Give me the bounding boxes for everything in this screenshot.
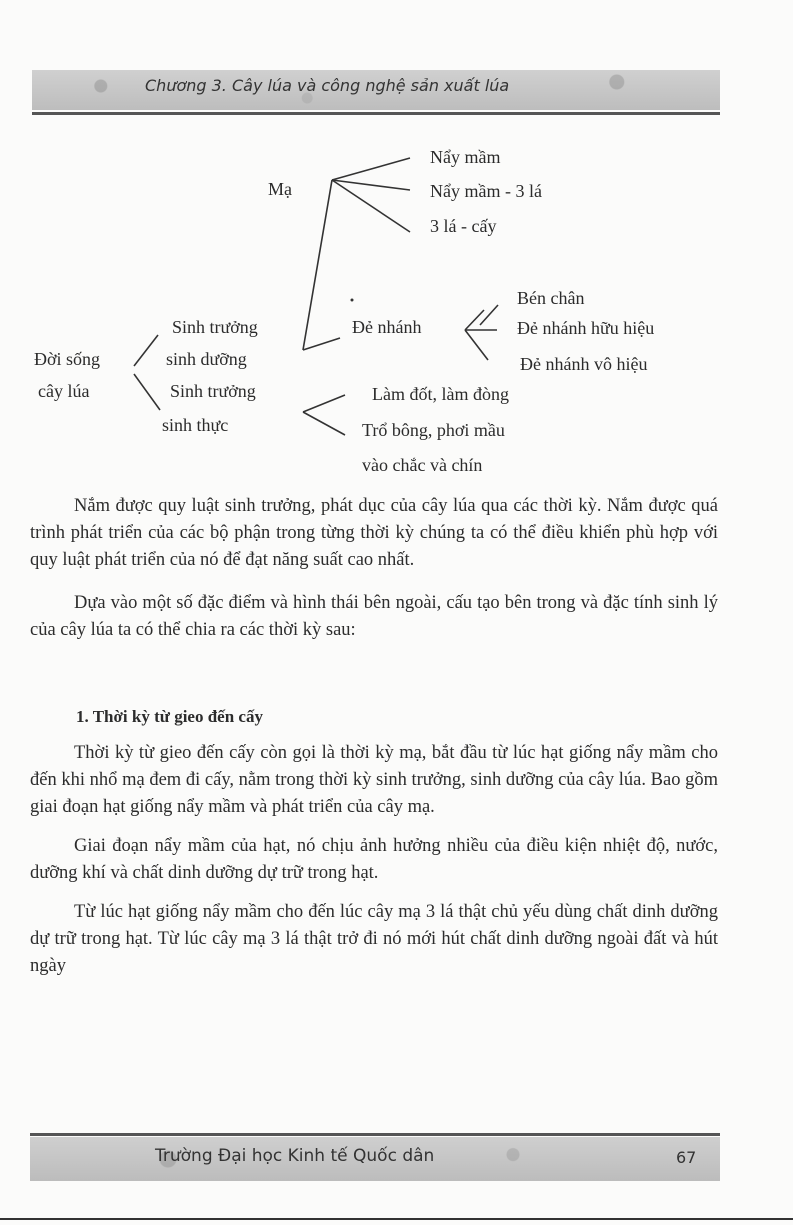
label-tro-bong: Trổ bông, phơi mầu bbox=[362, 420, 505, 440]
paragraph: Nắm được quy luật sinh trưởng, phát dục của cây lúa qua các thời kỳ. Nắm được quá trình phát triển của các bộ phận trong từng thời kỳ chúng ta có thể điều khiển phù hợp với quy luật phát triển của nó để đạt năng suất cao nhất. bbox=[30, 496, 718, 570]
paragraph: Giai đoạn nẩy mầm của hạt, nó chịu ảnh hưởng nhiều của điều kiện nhiệt độ, nước, dưỡng khí và chất dinh dưỡng dự trữ trong hạt. bbox=[30, 836, 718, 883]
chapter-title: Chương 3. Cây lúa và công nghệ sản xuất lúa bbox=[145, 76, 510, 95]
page-number: 67 bbox=[676, 1148, 697, 1167]
label-vao-chac: vào chắc và chín bbox=[362, 455, 483, 475]
label-de-nhanh-vo-hieu: Đẻ nhánh vô hiệu bbox=[520, 354, 648, 374]
branch-line bbox=[134, 374, 160, 410]
branch-line bbox=[480, 305, 498, 325]
paragraph: Thời kỳ từ gieo đến cấy còn gọi là thời kỳ mạ, bắt đầu từ lúc hạt giống nẩy mầm cho đến khi nhổ mạ đem đi cấy, nằm trong thời kỳ sinh trưởng, sinh dưỡng của cây lúa. Bao gồm giai đoạn hạt giống nẩy mầm và phát triển của cây mạ. bbox=[30, 743, 718, 817]
label-lam-dot: Làm đốt, làm đòng bbox=[372, 384, 509, 404]
paragraph: Dựa vào một số đặc điểm và hình thái bên ngoài, cấu tạo bên trong và đặc tính sinh lý của cây lúa ta có thể chia ra các thời kỳ sau: bbox=[30, 593, 718, 640]
branch-line bbox=[465, 330, 488, 360]
label-sinh-duong: sinh dưỡng bbox=[166, 349, 247, 369]
footer-rule bbox=[30, 1133, 720, 1136]
page-bottom-edge bbox=[0, 1218, 793, 1220]
branch-line bbox=[303, 338, 340, 350]
label-doi-song: Đời sống bbox=[34, 349, 101, 369]
label-nay-mam-3-la: Nẩy mầm - 3 lá bbox=[430, 181, 542, 201]
paragraph: Từ lúc hạt giống nẩy mầm cho đến lúc cây mạ 3 lá thật chủ yếu dùng chất dinh dưỡng dự trữ trong hạt. Từ lúc cây mạ 3 lá thật trở đi nó mới hút chất dinh dưỡng ngoài đất và hút ngày bbox=[30, 902, 718, 976]
branch-line bbox=[303, 180, 332, 350]
label-3-la-cay: 3 lá - cấy bbox=[430, 216, 497, 236]
branch-line bbox=[303, 412, 345, 435]
diagram-lines bbox=[0, 0, 793, 480]
label-ma: Mạ bbox=[268, 179, 292, 199]
branch-line bbox=[465, 310, 484, 330]
branch-line bbox=[303, 395, 345, 412]
label-de-nhanh-huu-hieu: Đẻ nhánh hữu hiệu bbox=[517, 318, 655, 338]
growth-stage-diagram bbox=[0, 0, 793, 480]
label-sinh-thuc: sinh thực bbox=[162, 415, 229, 435]
label-sinh-truong-2: Sinh trưởng bbox=[170, 381, 256, 401]
label-ben-chan: Bén chân bbox=[517, 288, 585, 308]
label-de-nhanh: Đẻ nhánh bbox=[352, 317, 422, 337]
branch-line bbox=[332, 158, 410, 180]
label-nay-mam: Nẩy mầm bbox=[430, 147, 501, 167]
body-block-2 bbox=[30, 740, 718, 980]
section-heading: 1. Thời kỳ từ gieo đến cấy bbox=[76, 707, 263, 726]
label-cay-lua: cây lúa bbox=[38, 381, 90, 401]
footer-title: Trường Đại học Kinh tế Quốc dân bbox=[155, 1146, 435, 1166]
branch-line bbox=[134, 335, 158, 366]
label-sinh-truong-1: Sinh trưởng bbox=[172, 317, 258, 337]
body-block-1 bbox=[30, 493, 718, 644]
dot-mark bbox=[351, 299, 354, 302]
